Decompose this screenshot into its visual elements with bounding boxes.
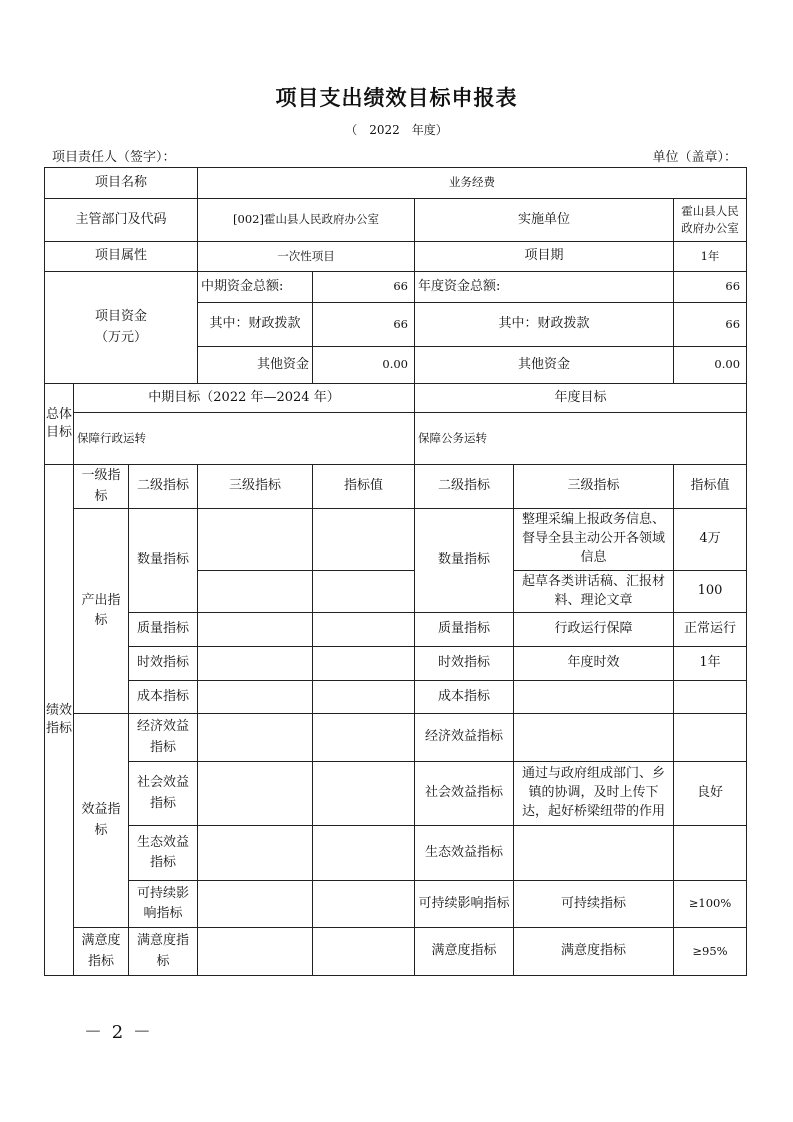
quantity-l2: 数量指标 <box>129 509 198 613</box>
year-line: （ 2022 年度） <box>345 123 448 137</box>
quality-row <box>45 613 747 647</box>
mid-target-text: 保障行政运转 <box>74 413 415 465</box>
department-label: 主管部门及代码 <box>45 199 198 242</box>
satisfaction-l2: 满意度指标 <box>129 928 198 976</box>
project-attribute-value: 一次性项目 <box>198 242 415 272</box>
year-total-label: 年度资金总额: <box>415 272 674 303</box>
mid-total-value: 66 <box>313 272 415 303</box>
project-name-value: 业务经费 <box>198 168 747 199</box>
quantity-item-1: 整理采编上报政务信息、督导全县主动公开各领域信息 <box>514 509 674 571</box>
quantity-value-1: 4万 <box>674 509 747 571</box>
overall-text-row <box>45 413 747 465</box>
document-title: 项目支出绩效目标申报表 <box>275 85 518 110</box>
sustainable-l2-year: 可持续影响指标 <box>415 881 514 928</box>
timeliness-l2: 时效指标 <box>129 647 198 681</box>
year-other-value: 0.00 <box>674 347 747 384</box>
mid-other-value: 0.00 <box>313 347 415 384</box>
economic-l2: 经济效益指标 <box>129 714 198 762</box>
cost-l2: 成本指标 <box>129 681 198 714</box>
mid-other-label: 其他资金 <box>198 347 313 384</box>
ecological-l2-year: 生态效益指标 <box>415 826 514 881</box>
performance-indicators-label: 绩效指标 <box>45 465 74 976</box>
timeliness-row <box>45 647 747 681</box>
unit-seal-label: 单位（盖章）： <box>652 150 737 165</box>
sustainable-l2: 可持续影响指标 <box>129 881 198 928</box>
mid-fiscal-label: 其中：财政拨款 <box>198 303 313 347</box>
project-name-label: 项目名称 <box>45 168 198 199</box>
satisfaction-item: 满意度指标 <box>514 928 674 976</box>
implementing-unit-label: 实施单位 <box>415 199 674 242</box>
timeliness-value: 1年 <box>674 647 747 681</box>
quality-l2: 质量指标 <box>129 613 198 647</box>
level3-header: 三级指标 <box>198 465 313 509</box>
performance-target-table <box>44 167 747 976</box>
attribute-row <box>45 242 747 272</box>
social-row <box>45 762 747 826</box>
cost-l2-year: 成本指标 <box>415 681 514 714</box>
project-name-row <box>45 168 747 199</box>
quantity-l2-year: 数量指标 <box>415 509 514 613</box>
overall-header-row <box>45 384 747 413</box>
cost-row <box>45 681 747 714</box>
quality-value: 正常运行 <box>674 613 747 647</box>
mid-fiscal-value: 66 <box>313 303 415 347</box>
satisfaction-row <box>45 928 747 976</box>
output-indicators-label: 产出指标 <box>74 509 129 714</box>
project-attribute-label: 项目属性 <box>45 242 198 272</box>
year-total-value: 66 <box>674 272 747 303</box>
year-target-header: 年度目标 <box>415 384 747 413</box>
project-period-label: 项目期 <box>415 242 674 272</box>
mid-total-label: 中期资金总额: <box>198 272 313 303</box>
level3-header-year: 三级指标 <box>514 465 674 509</box>
overall-target-label: 总体目标 <box>45 384 74 465</box>
social-item: 通过与政府组成部门、乡镇的协调，及时上传下达，起好桥梁纽带的作用 <box>514 762 674 826</box>
social-l2: 社会效益指标 <box>129 762 198 826</box>
year-target-text: 保障公务运转 <box>415 413 747 465</box>
sustainable-value: ≥100% <box>674 881 747 928</box>
indicator-header-row <box>45 465 747 509</box>
year-fiscal-value: 66 <box>674 303 747 347</box>
department-row <box>45 199 747 242</box>
mid-target-header: 中期目标（2022 年—2024 年） <box>74 384 415 413</box>
ecological-l2: 生态效益指标 <box>129 826 198 881</box>
social-l2-year: 社会效益指标 <box>415 762 514 826</box>
satisfaction-l2-year: 满意度指标 <box>415 928 514 976</box>
year-other-label: 其他资金 <box>415 347 674 384</box>
value-header: 指标值 <box>313 465 415 509</box>
project-funds-label: 项目资金 （万元） <box>45 272 198 384</box>
sustainable-row <box>45 881 747 928</box>
satisfaction-value: ≥95% <box>674 928 747 976</box>
quantity-row-1 <box>45 509 747 571</box>
level2-header-year: 二级指标 <box>415 465 514 509</box>
funds-total-row <box>45 272 747 303</box>
page-number: － 2 － <box>84 1022 153 1043</box>
timeliness-l2-year: 时效指标 <box>415 647 514 681</box>
project-period-value: 1年 <box>674 242 747 272</box>
quality-l2-year: 质量指标 <box>415 613 514 647</box>
quantity-value-2: 100 <box>674 571 747 613</box>
responsible-person-label: 项目责任人（签字）： <box>52 150 176 165</box>
benefit-indicators-label: 效益指标 <box>74 714 129 928</box>
sustainable-item: 可持续指标 <box>514 881 674 928</box>
quality-item: 行政运行保障 <box>514 613 674 647</box>
economic-l2-year: 经济效益指标 <box>415 714 514 762</box>
social-value: 良好 <box>674 762 747 826</box>
level1-header: 一级指标 <box>74 465 129 509</box>
economic-row <box>45 714 747 762</box>
quantity-item-2: 起草各类讲话稿、汇报材料、理论文章 <box>514 571 674 613</box>
ecological-row <box>45 826 747 881</box>
implementing-unit-value: 霍山县人民政府办公室 <box>674 199 747 242</box>
year-fiscal-label: 其中：财政拨款 <box>415 303 674 347</box>
department-value: [002]霍山县人民政府办公室 <box>198 199 415 242</box>
value-header-year: 指标值 <box>674 465 747 509</box>
timeliness-item: 年度时效 <box>514 647 674 681</box>
level2-header: 二级指标 <box>129 465 198 509</box>
satisfaction-l1: 满意度指标 <box>74 928 129 976</box>
